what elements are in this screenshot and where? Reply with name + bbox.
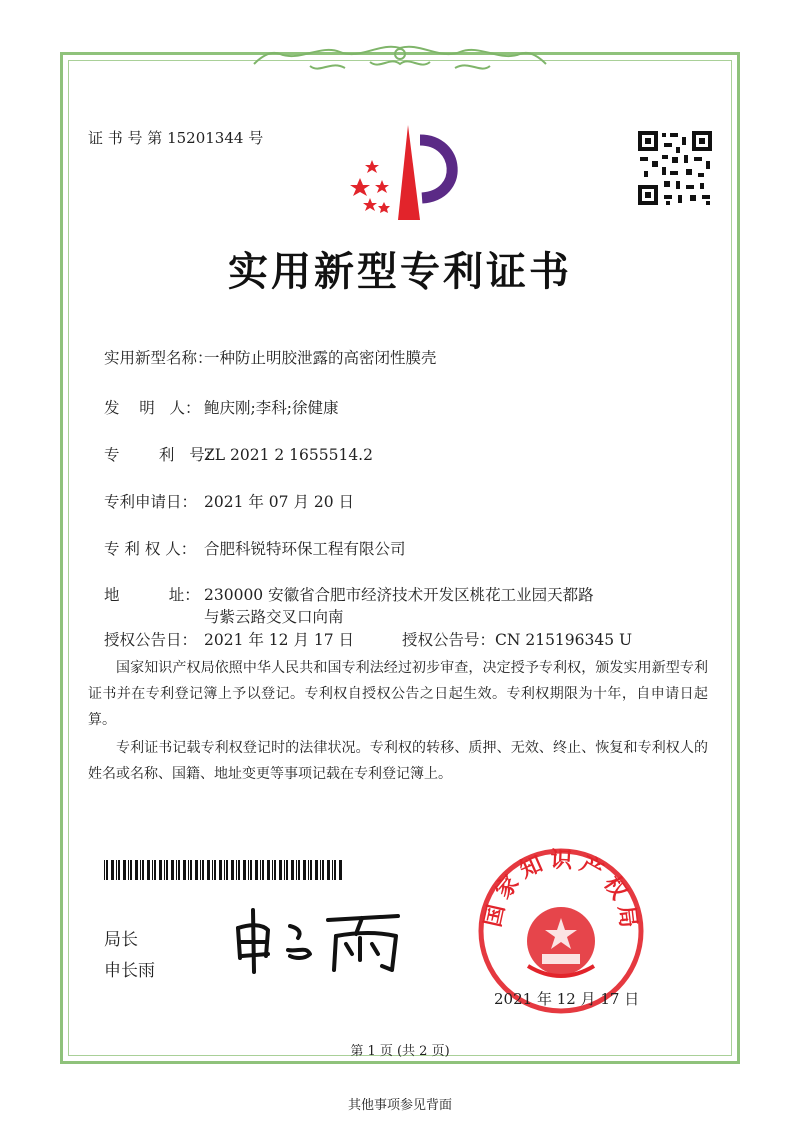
field-address bbox=[104, 584, 604, 628]
field-value: 鲍庆刚;李科;徐健康 bbox=[204, 399, 339, 417]
field-value: 2021 年 12 月 17 日 bbox=[204, 631, 355, 649]
field-value: 230000 安徽省合肥市经济技术开发区桃花工业园天都路与紫云路交叉口向南 bbox=[204, 586, 594, 626]
qr-code bbox=[636, 129, 714, 207]
field-grant-date bbox=[104, 628, 354, 650]
field-label: 专 利 权 人： bbox=[104, 540, 197, 558]
legal-status-paragraph: 专利证书记载专利权登记时的法律状况。专利权的转移、质押、无效、终止、恢复和专利权人的姓名或名称、国籍、地址变更等事项记载在专利登记簿上。 bbox=[88, 740, 708, 782]
patent-office-emblem bbox=[340, 120, 470, 225]
barcode bbox=[104, 860, 344, 880]
field-value: 合肥科锐特环保工程有限公司 bbox=[204, 540, 406, 558]
field-label: 实用新型名称： bbox=[104, 349, 213, 367]
field-patentee bbox=[104, 537, 406, 559]
field-value: 一种防止明胶泄露的高密闭性膜壳 bbox=[204, 349, 437, 367]
back-note: 其他事项参见背面 bbox=[347, 1098, 452, 1113]
field-utility-model-name bbox=[104, 346, 437, 368]
seal-date: 2021 年 12 月 17 日 bbox=[494, 990, 640, 1008]
director-signature bbox=[228, 898, 413, 978]
field-label: 地 址： bbox=[104, 586, 200, 604]
field-label: 授权公告日： bbox=[104, 631, 198, 649]
director-title: 局长 bbox=[104, 930, 138, 950]
field-label: 专 利 号： bbox=[104, 446, 221, 464]
field-label: 发 明 人： bbox=[104, 399, 201, 417]
seal-text: 国家知识产权局 bbox=[480, 847, 642, 936]
field-label: 专利申请日： bbox=[104, 493, 198, 511]
field-application-date bbox=[104, 490, 354, 512]
field-value: ZL 2021 2 1655514.2 bbox=[204, 446, 373, 464]
page-number: 第 1 页 (共 2 页) bbox=[350, 1044, 450, 1059]
field-patent-number bbox=[104, 443, 373, 465]
director-name: 申长雨 bbox=[104, 961, 155, 981]
publication-number: 授权公告号：CN 215196345 U bbox=[402, 631, 633, 649]
field-value: 2021 年 07 月 20 日 bbox=[204, 493, 355, 511]
grant-paragraph: 国家知识产权局依照中华人民共和国专利法经过初步审查，决定授予专利权，颁发实用新型专利证书并在专利登记簿上予以登记。专利权自授权公告之日起生效。专利权期限为十年，自申请日起算。 bbox=[88, 660, 708, 728]
certificate-number: 证 书 号 第 15201344 号 bbox=[88, 129, 264, 147]
certificate-title: 实用新型专利证书 bbox=[228, 248, 572, 295]
top-ornament bbox=[250, 40, 550, 90]
field-inventors bbox=[104, 396, 338, 418]
